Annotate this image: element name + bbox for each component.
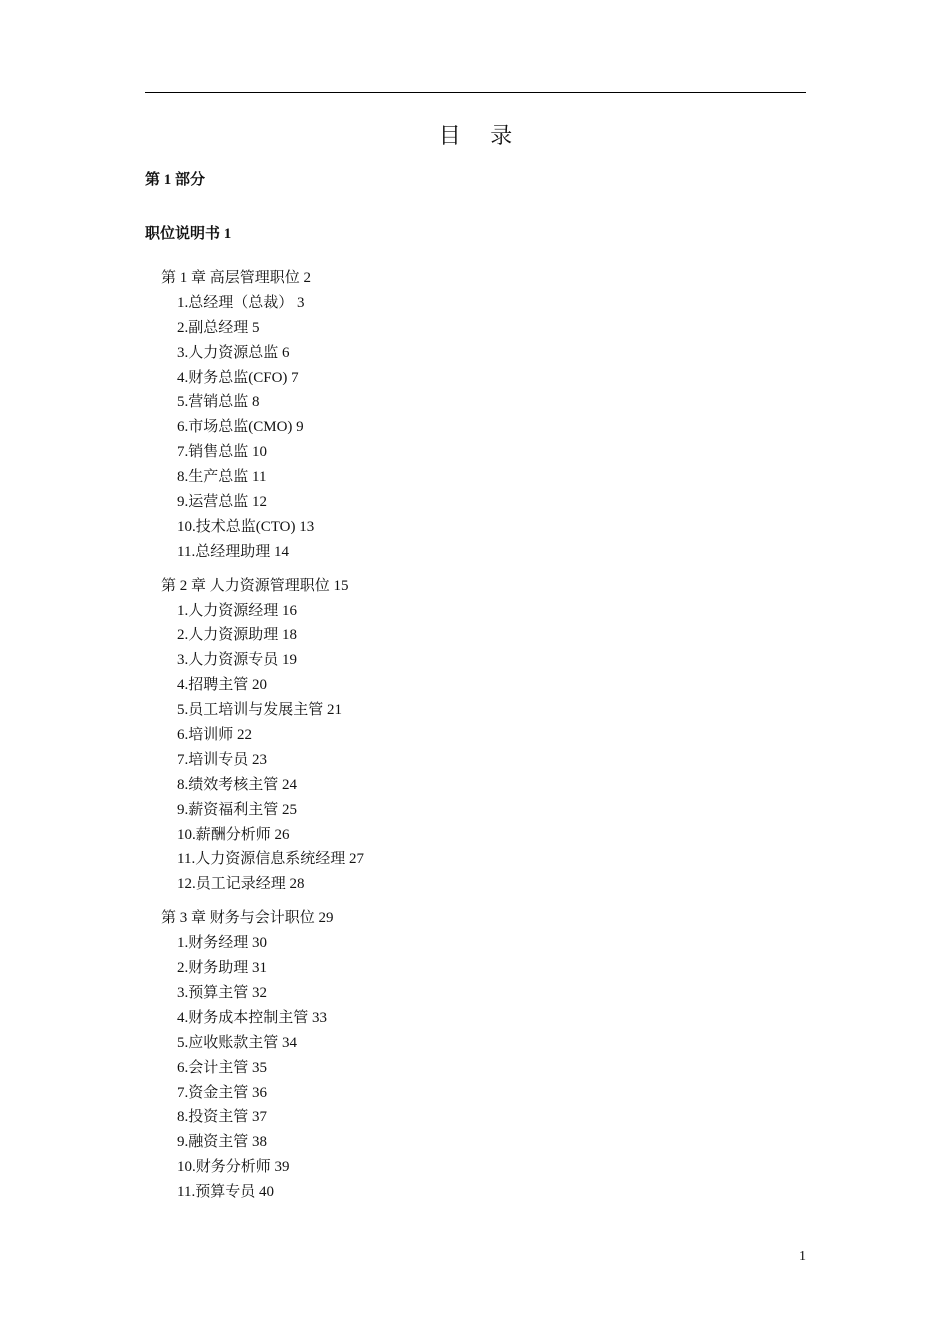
toc-entry[interactable]: 3.预算主管 32: [177, 984, 268, 1001]
chapter-2: [161, 574, 364, 898]
toc-entry[interactable]: 6.会计主管 35: [177, 1059, 268, 1076]
toc-entry[interactable]: 2.副总经理 5: [177, 319, 260, 336]
toc-entry[interactable]: 11.人力资源信息系统经理 27: [177, 851, 364, 868]
chapter-title[interactable]: 第 2 章 人力资源管理职位 15: [161, 577, 349, 594]
toc-entry[interactable]: 4.招聘主管 20: [177, 677, 268, 694]
chapter-title[interactable]: 第 3 章 财务与会计职位 29: [161, 910, 334, 927]
section-heading: 职位说明书 1: [145, 226, 232, 242]
toc-entry[interactable]: 10.薪酬分析师 26: [177, 826, 290, 843]
toc-entry[interactable]: 12.员工记录经理 28: [177, 876, 305, 893]
toc-entry[interactable]: 1.人力资源经理 16: [177, 602, 298, 619]
toc-entry[interactable]: 3.人力资源专员 19: [177, 652, 298, 669]
toc-chapters: [161, 266, 364, 1214]
toc-entry[interactable]: 9.融资主管 38: [177, 1134, 268, 1151]
toc-entry[interactable]: 6.培训师 22: [177, 727, 253, 744]
toc-entry[interactable]: 8.生产总监 11: [177, 469, 267, 486]
chapter-title[interactable]: 第 1 章 高层管理职位 2: [161, 270, 312, 286]
toc-entry[interactable]: 4.财务总监(CFO) 7: [177, 369, 299, 386]
toc-entry[interactable]: 1.总经理（总裁） 3: [177, 294, 305, 311]
page-number: 1: [799, 1249, 806, 1264]
toc-entry[interactable]: 9.运营总监 12: [177, 494, 268, 511]
toc-entry[interactable]: 4.财务成本控制主管 33: [177, 1009, 328, 1026]
toc-entry[interactable]: 3.人力资源总监 6: [177, 344, 290, 361]
chapter-1: [161, 266, 364, 565]
toc-entry[interactable]: 5.应收账款主管 34: [177, 1034, 298, 1051]
toc-entry[interactable]: 7.培训专员 23: [177, 751, 268, 768]
part-heading: 第 1 部分: [145, 172, 206, 188]
toc-entry[interactable]: 2.人力资源助理 18: [177, 627, 298, 644]
toc-entry[interactable]: 5.营销总监 8: [177, 394, 260, 411]
chapter-3: [161, 906, 364, 1205]
toc-entry[interactable]: 7.资金主管 36: [177, 1084, 268, 1101]
toc-entry[interactable]: 6.市场总监(CMO) 9: [177, 419, 304, 436]
toc-entry[interactable]: 11.预算专员 40: [177, 1184, 274, 1201]
toc-entry[interactable]: 5.员工培训与发展主管 21: [177, 702, 343, 719]
toc-title: 目 录: [438, 123, 525, 148]
toc-entry[interactable]: 10.技术总监(CTO) 13: [177, 518, 315, 535]
toc-entry[interactable]: 11.总经理助理 14: [177, 543, 289, 560]
toc-entry[interactable]: 8.投资主管 37: [177, 1109, 268, 1126]
toc-entry[interactable]: 9.薪资福利主管 25: [177, 801, 298, 818]
toc-entry[interactable]: 7.销售总监 10: [177, 444, 268, 461]
toc-entry[interactable]: 10.财务分析师 39: [177, 1159, 290, 1176]
toc-entry[interactable]: 2.财务助理 31: [177, 960, 268, 977]
header-rule: [145, 92, 806, 93]
toc-entry[interactable]: 8.绩效考核主管 24: [177, 776, 298, 793]
toc-entry[interactable]: 1.财务经理 30: [177, 935, 268, 952]
